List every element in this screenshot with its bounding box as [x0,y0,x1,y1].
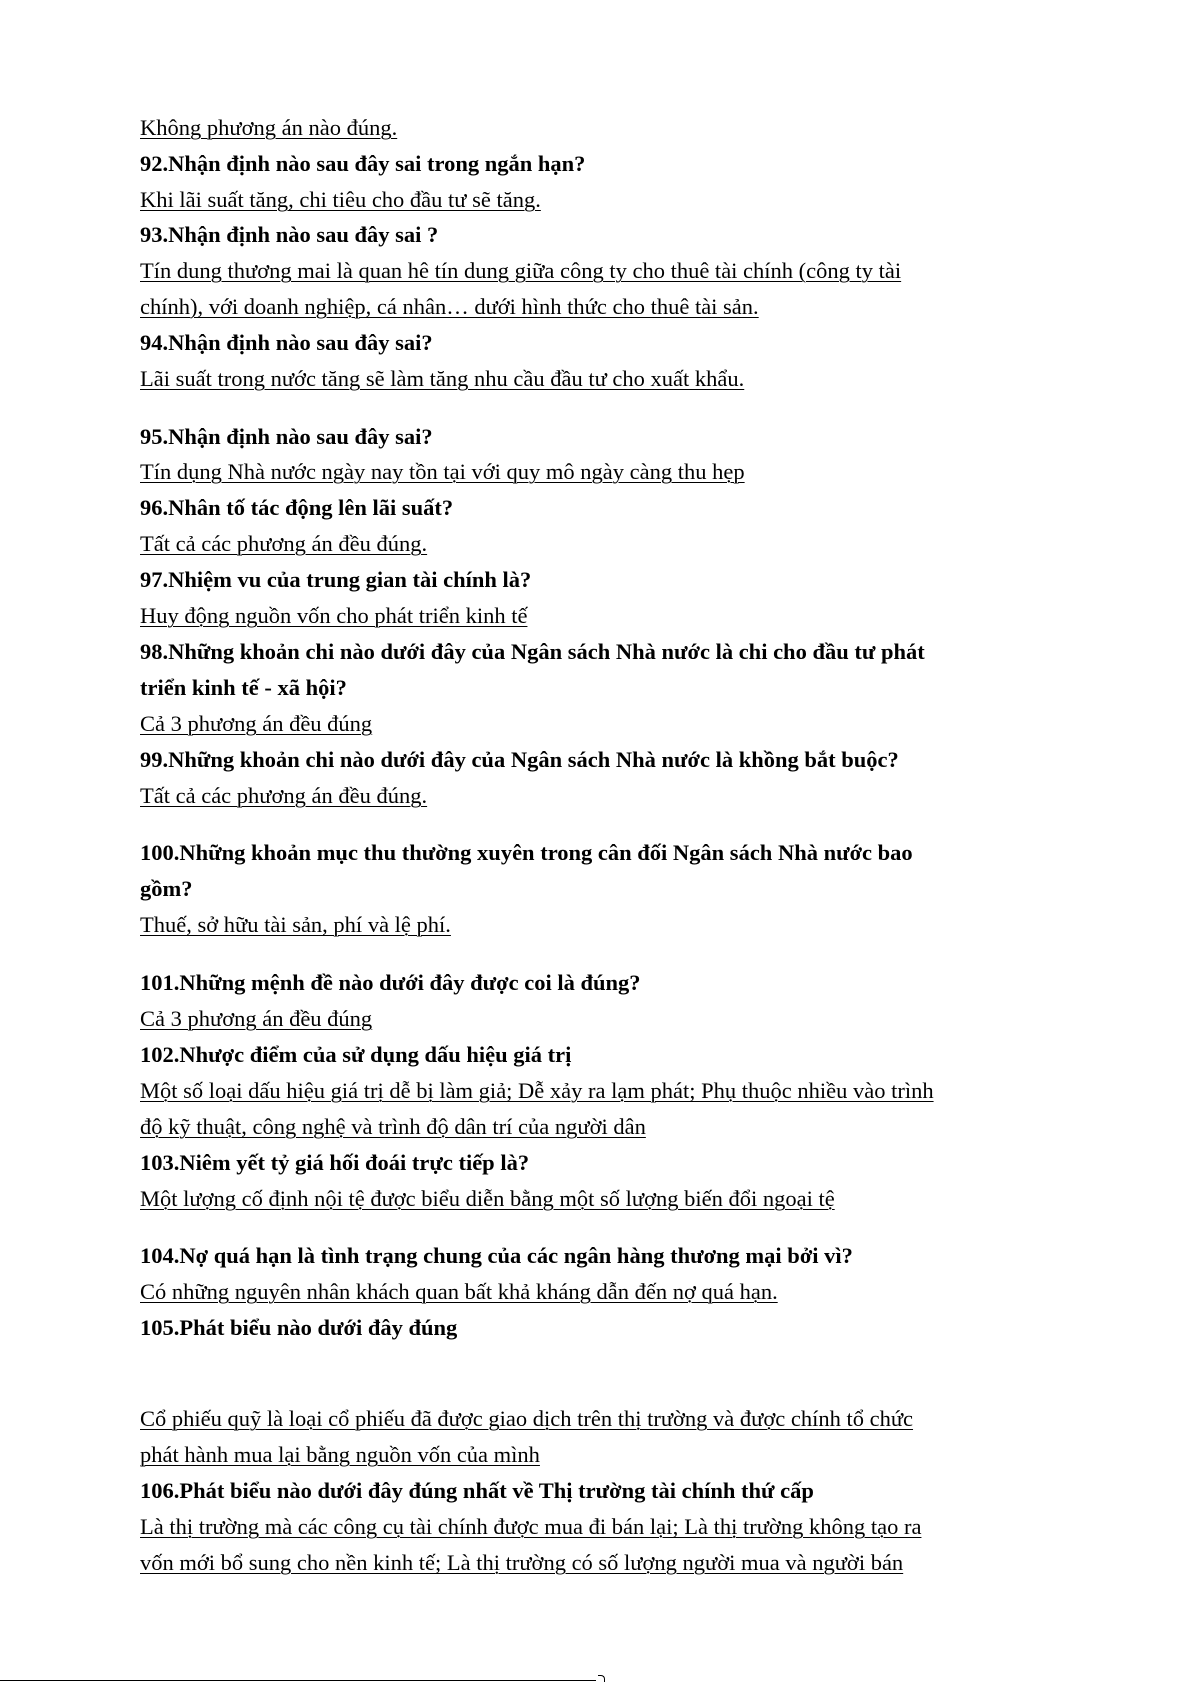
answer-text: Cả 3 phương án đều đúng [140,1006,373,1031]
question-text: 98.Những khoản chi nào dưới đây của Ngân sách Nhà nước là chi cho đầu tư phát [140,639,925,664]
question-text: 102.Nhược điểm của sử dụng dấu hiệu giá trị [140,1042,572,1067]
question-text: triển kinh tế - xã hội? [140,675,347,700]
question-text: gồm? [140,876,193,901]
answer-text: vốn mới bổ sung cho nền kinh tế; Là thị trường có số lượng người mua và người bán [140,1550,904,1575]
answer-text: Huy động nguồn vốn cho phát triển kinh tế [140,603,528,628]
answer-text: Không phương án nào đúng. [140,115,398,140]
question-text: 93.Nhận định nào sau đây sai ? [140,222,439,247]
question-text: 94.Nhận định nào sau đây sai? [140,330,433,355]
question-text: 100.Những khoản mục thu thường xuyên trong cân đối Ngân sách Nhà nước bao [140,840,913,865]
answer-text: Một số loại dấu hiệu giá trị dễ bị làm giả; Dễ xảy ra lạm phát; Phụ thuộc nhiều vào trình [140,1078,934,1103]
question-text: 92.Nhận định nào sau đây sai trong ngắn hạn? [140,151,586,176]
question-text: 99.Những khoản chi nào dưới đây của Ngân sách Nhà nước là khồng bắt buộc? [140,747,899,772]
footer-rule [0,1680,596,1681]
answer-text: chính), với doanh nghiệp, cá nhân… dưới hình thức cho thuê tài sản. [140,294,759,319]
answer-text: Là thị trường mà các công cụ tài chính được mua đi bán lại; Là thị trường không tạo ra [140,1514,922,1539]
question-text: 106.Phát biểu nào dưới đây đúng nhất về Thị trường tài chính thứ cấp [140,1478,814,1503]
answer-text: Có những nguyên nhân khách quan bất khả kháng dẫn đến nợ quá hạn. [140,1279,778,1304]
answer-text: Một lượng cố định nội tệ được biểu diễn bằng một số lượng biến đổi ngoại tệ [140,1186,835,1211]
answer-text: Thuế, sở hữu tài sản, phí và lệ phí. [140,912,451,937]
answer-text: Tất cả các phương án đều đúng. [140,531,428,556]
answer-text: Cổ phiếu quỹ là loại cổ phiếu đã được giao dịch trên thị trường và được chính tổ chức [140,1406,914,1431]
footer-mark [598,1675,605,1682]
answer-text: Lãi suất trong nước tăng sẽ làm tăng nhu cầu đầu tư cho xuất khẩu. [140,366,745,391]
question-text: 97.Nhiệm vu của trung gian tài chính là? [140,567,532,592]
answer-text: Khi lãi suất tăng, chi tiêu cho đầu tư sẽ tăng. [140,187,541,212]
question-text: 103.Niêm yết tỷ giá hối đoái trực tiếp là? [140,1150,530,1175]
answer-text: độ kỹ thuật, công nghệ và trình độ dân trí của người dân [140,1114,646,1139]
question-text: 105.Phát biểu nào dưới đây đúng [140,1315,458,1340]
answer-text: Cả 3 phương án đều đúng [140,711,373,736]
question-text: 95.Nhận định nào sau đây sai? [140,424,433,449]
answer-text: phát hành mua lại bằng nguồn vốn của mình [140,1442,540,1467]
question-text: 101.Những mệnh đề nào dưới đây được coi là đúng? [140,970,641,995]
answer-text: Tất cả các phương án đều đúng. [140,783,428,808]
answer-text: Tín dung thương mai là quan hê tín dung giữa công ty cho thuê tài chính (công ty tài [140,258,902,283]
question-text: 96.Nhân tố tác động lên lãi suất? [140,495,454,520]
question-text: 104.Nợ quá hạn là tình trạng chung của các ngân hàng thương mại bởi vì? [140,1243,853,1268]
answer-text: Tín dụng Nhà nước ngày nay tồn tại với quy mô ngày càng thu hẹp [140,459,745,484]
